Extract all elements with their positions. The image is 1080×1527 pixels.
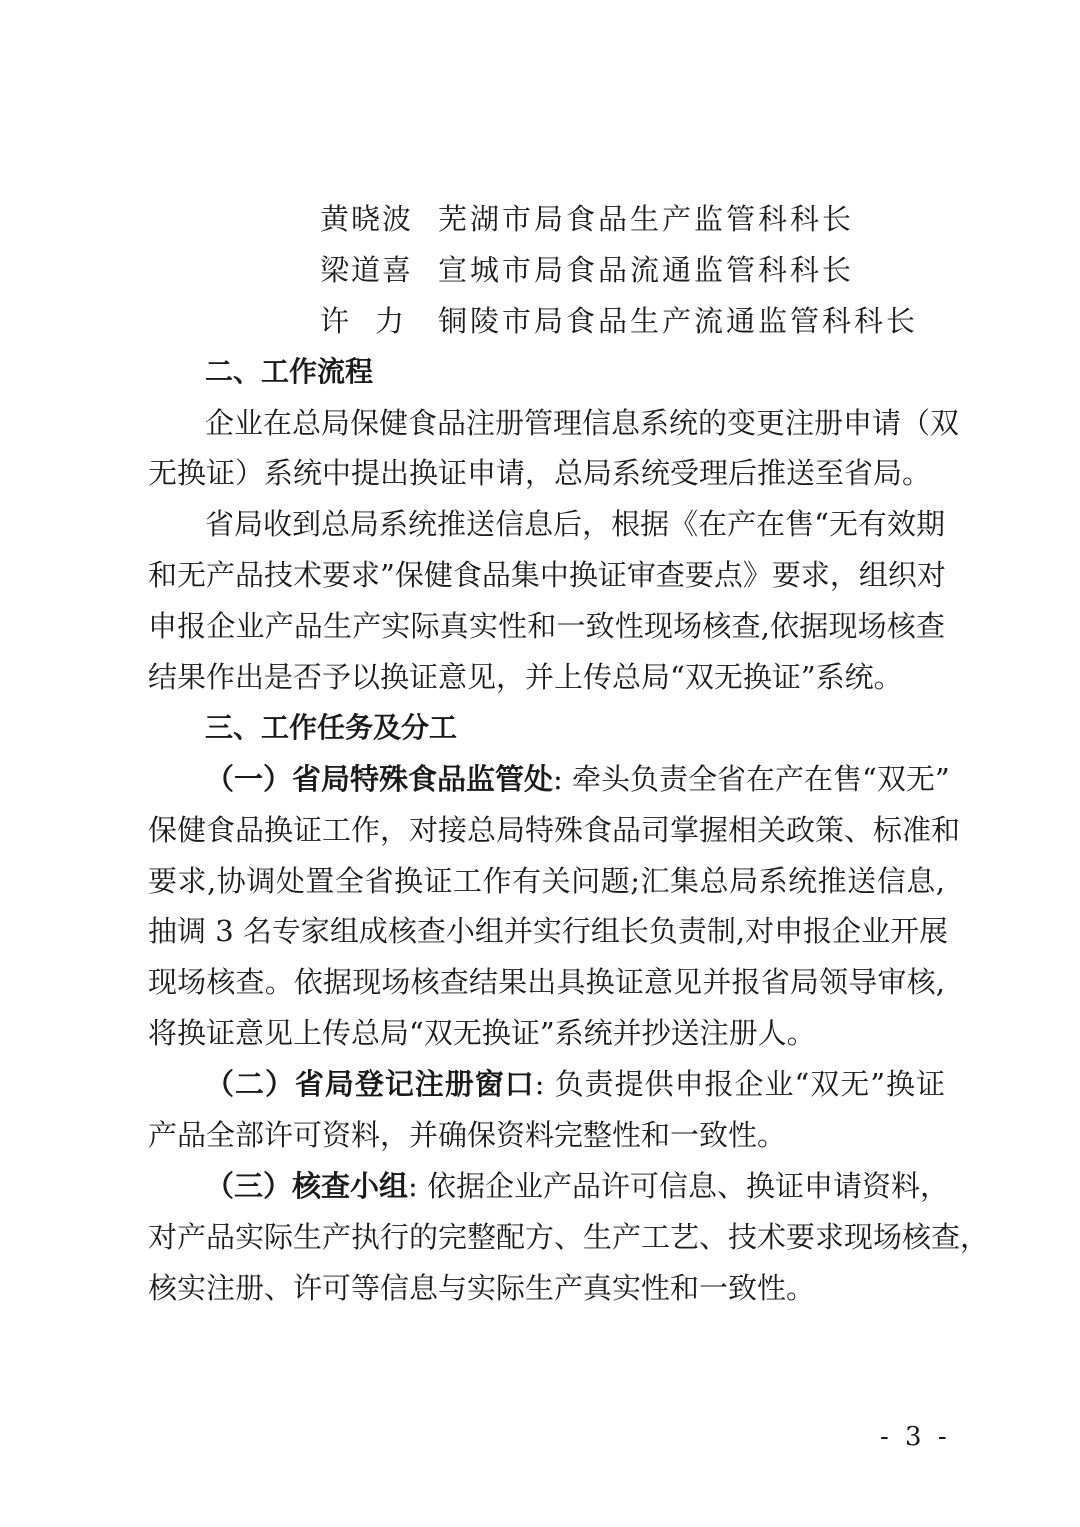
subsection-lead: （一）省局特殊食品监管处 xyxy=(205,761,554,796)
line-text: 企业在总局保健食品注册管理信息系统的变更注册申请（双 xyxy=(205,405,960,440)
subsection-lead: （二）省局登记注册窗口 xyxy=(205,1067,535,1102)
line-text: : 牵头负责全省在产在售“双无” xyxy=(553,761,950,796)
line-text: 结果作出是否予以换证意见，并上传总局“双无换证”系统。 xyxy=(148,660,903,695)
paragraph-line xyxy=(148,1059,945,1110)
line-text: 保健食品换证工作，对接总局特殊食品司掌握相关政策、标准和 xyxy=(148,812,961,847)
page-number: - 3 - xyxy=(880,1422,951,1452)
paragraph-line xyxy=(148,957,945,1008)
line-text: 要求,协调处置全省换证工作有关问题;汇集总局系统推送信息, xyxy=(148,863,945,898)
paragraph-line xyxy=(148,754,950,805)
member-name: 梁道喜 xyxy=(320,252,414,287)
document-body xyxy=(148,194,990,1314)
paragraph-line xyxy=(148,805,961,856)
line-text: 和无产品技术要求”保健食品集中换证审查要点》要求，组织对 xyxy=(148,558,946,593)
paragraph-line xyxy=(148,1110,945,1161)
line-text: 省局收到总局系统推送信息后，根据《在产在售“无有效期 xyxy=(205,507,945,542)
member-title: 宣城市局食品流通监管科科长 xyxy=(438,252,855,287)
paragraph-line xyxy=(148,1212,990,1263)
line-text: 抽调 3 名专家组成核查小组并实行组长负责制,对申报企业开展 xyxy=(148,914,949,949)
member-row xyxy=(148,194,945,245)
line-text: : 负责提供申报企业“双无”换证 xyxy=(534,1067,945,1102)
paragraph-line xyxy=(148,906,949,957)
subsection-lead: （三）核查小组 xyxy=(205,1168,409,1203)
line-text: 现场核查。依据现场核查结果出具换证意见并报省局领导审核, xyxy=(148,965,945,1000)
paragraph-line xyxy=(148,1161,950,1212)
member-name: 许力 xyxy=(320,303,406,338)
line-text: 产品全部许可资料，并确保资料完整性和一致性。 xyxy=(148,1118,787,1153)
member-title: 芜湖市局食品生产监管科科长 xyxy=(438,202,855,236)
member-title: 铜陵市局食品生产流通监管科科长 xyxy=(438,303,919,338)
section-heading: 三、工作任务及分工 xyxy=(205,710,458,744)
paragraph-line xyxy=(148,1008,945,1059)
paragraph-line xyxy=(148,398,960,449)
section-heading: 二、工作流程 xyxy=(205,354,374,388)
line-text: 无换证）系统中提出换证申请，总局系统受理后推送至省局。 xyxy=(148,456,932,491)
paragraph-line xyxy=(148,550,945,601)
paragraph-line xyxy=(148,856,945,907)
member-row xyxy=(148,245,945,296)
paragraph-line xyxy=(148,499,945,550)
paragraph-line xyxy=(148,448,945,499)
line-text: 申报企业产品生产实际真实性和一致性现场核查,依据现场核查 xyxy=(148,609,945,644)
member-row xyxy=(148,296,945,347)
line-text: 核实注册、许可等信息与实际生产真实性和一致性。 xyxy=(148,1270,816,1305)
line-text: 将换证意见上传总局“双无换证”系统并抄送注册人。 xyxy=(148,1016,816,1051)
paragraph-line xyxy=(148,601,945,652)
member-name: 黄晓波 xyxy=(320,202,414,236)
paragraph-line xyxy=(148,652,945,703)
line-text: : 依据企业产品许可信息、换证申请资料， xyxy=(408,1168,950,1203)
paragraph-line xyxy=(148,1263,945,1314)
line-text: 对产品实际生产执行的完整配方、生产工艺、技术要求现场核查， xyxy=(148,1219,990,1254)
